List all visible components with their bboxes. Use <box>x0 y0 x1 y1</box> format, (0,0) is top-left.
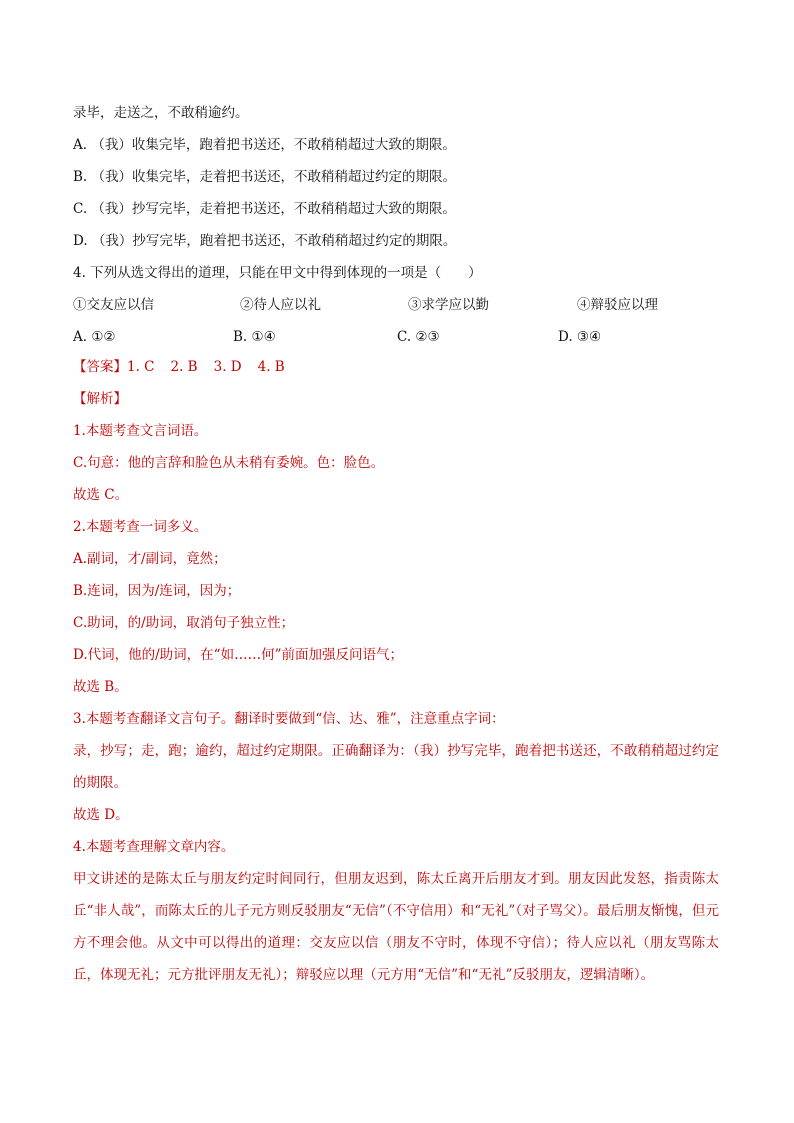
analysis-line-11: 故选 D。 <box>73 807 129 823</box>
analysis-line-4: 2.本题考查一词多义。 <box>73 519 208 535</box>
question4-option-b: B. ①④ <box>233 329 276 345</box>
question4-option-d: D. ③④ <box>558 329 602 345</box>
analysis-paragraph-3: 录，抄写；走，跑；逾约，超过约定期限。正确翻译为：（我）抄写完毕，跑着把书送还，不敢稍稍超过约定的期限。 <box>73 743 719 791</box>
analysis-line-10: 3.本题考查翻译文言句子。翻译时要做到“信、达、雅”，注意重点字词： <box>73 711 505 727</box>
answer-line <box>73 357 285 377</box>
question3-option-d: D. （我）抄写完毕，跑着把书送还，不敢稍稍超过约定的期限。 <box>73 233 457 249</box>
analysis-line-6: B.连词，因为/连词，因为； <box>73 583 241 599</box>
analysis-paragraph-4: 甲文讲述的是陈太丘与朋友约定时间同行，但朋友迟到，陈太丘离开后朋友才到。朋友因此发怒，指责陈太丘“非人哉”，而陈太丘的儿子元方则反驳朋友“无信”（不守信用）和“无礼”（对子骂父）。最后朋友惭愧，但元方不理会他。从文中可以得出的道理：交友应以信（朋友不守时，体现不守信）；待人应以礼（朋友骂陈太丘，体现无礼；元方批评朋友无礼）；辩驳应以理（元方用“无信”和“无礼”反驳朋友，逻辑清晰）。 <box>73 871 719 983</box>
analysis-line-3: 故选 C。 <box>73 487 129 503</box>
question4-option-c: C. ②③ <box>397 329 440 345</box>
answer-label: 【答案】 <box>73 359 127 375</box>
analysis-line-7: C.助词，的/助词，取消句子独立性； <box>73 615 295 631</box>
question4-stem: 4. 下列从选文得出的道理，只能在甲文中得到体现的一项是（ ） <box>73 265 482 281</box>
analysis-line-1: 1.本题考查文言词语。 <box>73 423 208 439</box>
answer-1: 1. C <box>127 359 155 375</box>
question3-option-a: A. （我）收集完毕，跑着把书送还，不敢稍稍超过大致的期限。 <box>73 137 456 153</box>
question3-option-b: B. （我）收集完毕，走着把书送还，不敢稍稍超过约定的期限。 <box>73 169 457 185</box>
analysis-label: 【解析】 <box>73 391 127 407</box>
answer-2: 2. B <box>170 359 198 375</box>
analysis-line-12: 4.本题考查理解文章内容。 <box>73 839 235 855</box>
analysis-line-5: A.副词，才/副词，竟然； <box>73 551 227 567</box>
analysis-line-9: 故选 B。 <box>73 679 128 695</box>
question4-item-3: ③求学应以勤 <box>408 297 489 313</box>
analysis-line-8: D.代词，他的/助词，在“如……何”前面加强反问语气； <box>73 647 403 663</box>
question3-tail: 录毕，走送之，不敢稍逾约。 <box>73 105 249 121</box>
question4-item-4: ④辩驳应以理 <box>577 297 658 313</box>
question4-item-1: ①交友应以信 <box>73 297 154 313</box>
question4-item-2: ②待人应以礼 <box>240 297 321 313</box>
answer-4: 4. B <box>257 359 285 375</box>
answer-3: 3. D <box>213 359 242 375</box>
analysis-line-2: C.句意：他的言辞和脸色从未稍有委婉。色：脸色。 <box>73 455 385 471</box>
question4-option-a: A. ①② <box>73 329 116 345</box>
question3-option-c: C. （我）抄写完毕，走着把书送还，不敢稍稍超过大致的期限。 <box>73 201 456 217</box>
